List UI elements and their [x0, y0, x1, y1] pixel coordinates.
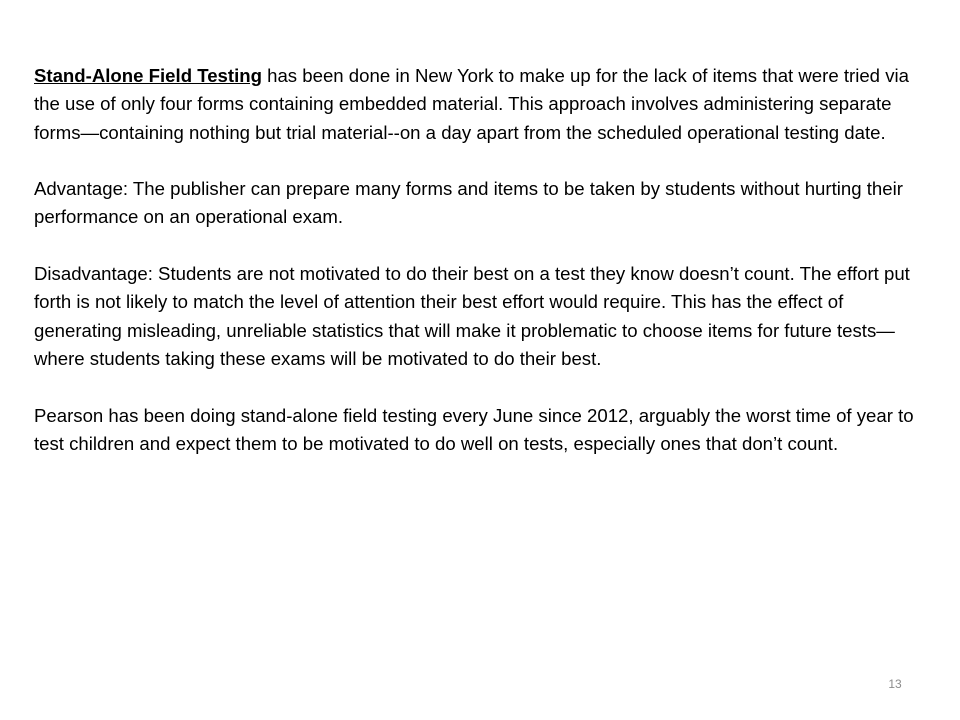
paragraph-text: Advantage: The publisher can prepare many forms and items to be taken by students without hurting their performance on an operational exam.	[34, 178, 903, 228]
paragraph-disadvantage	[34, 260, 934, 373]
lead-term: Stand-Alone Field Testing	[34, 65, 262, 86]
paragraph-pearson	[34, 402, 934, 459]
paragraph-text: Disadvantage: Students are not motivated to do their best on a test they know doesn’t count. The effort put forth is not likely to match the level of attention their best effort would require. This has the effect of generating misleading, unreliable statistics that will make it problematic to choose items for future tests—where students taking these exams will be motivated to do their best.	[34, 263, 910, 369]
slide-body	[34, 62, 934, 486]
page-number: 13	[888, 677, 902, 691]
paragraph-stand-alone-field-testing	[34, 62, 934, 147]
paragraph-text: Pearson has been doing stand-alone field testing every June since 2012, arguably the worst time of year to test children and expect them to be motivated to do well on tests, especially ones that don’t count.	[34, 404, 914, 454]
paragraph-advantage	[34, 175, 934, 232]
paragraph-text: has been done in New York to make up for the lack of items that were tried via the use of only four forms containing embedded material. This approach involves administering separate forms—containing nothing but trial material--on a day apart from the scheduled operational testing date.	[34, 65, 909, 143]
